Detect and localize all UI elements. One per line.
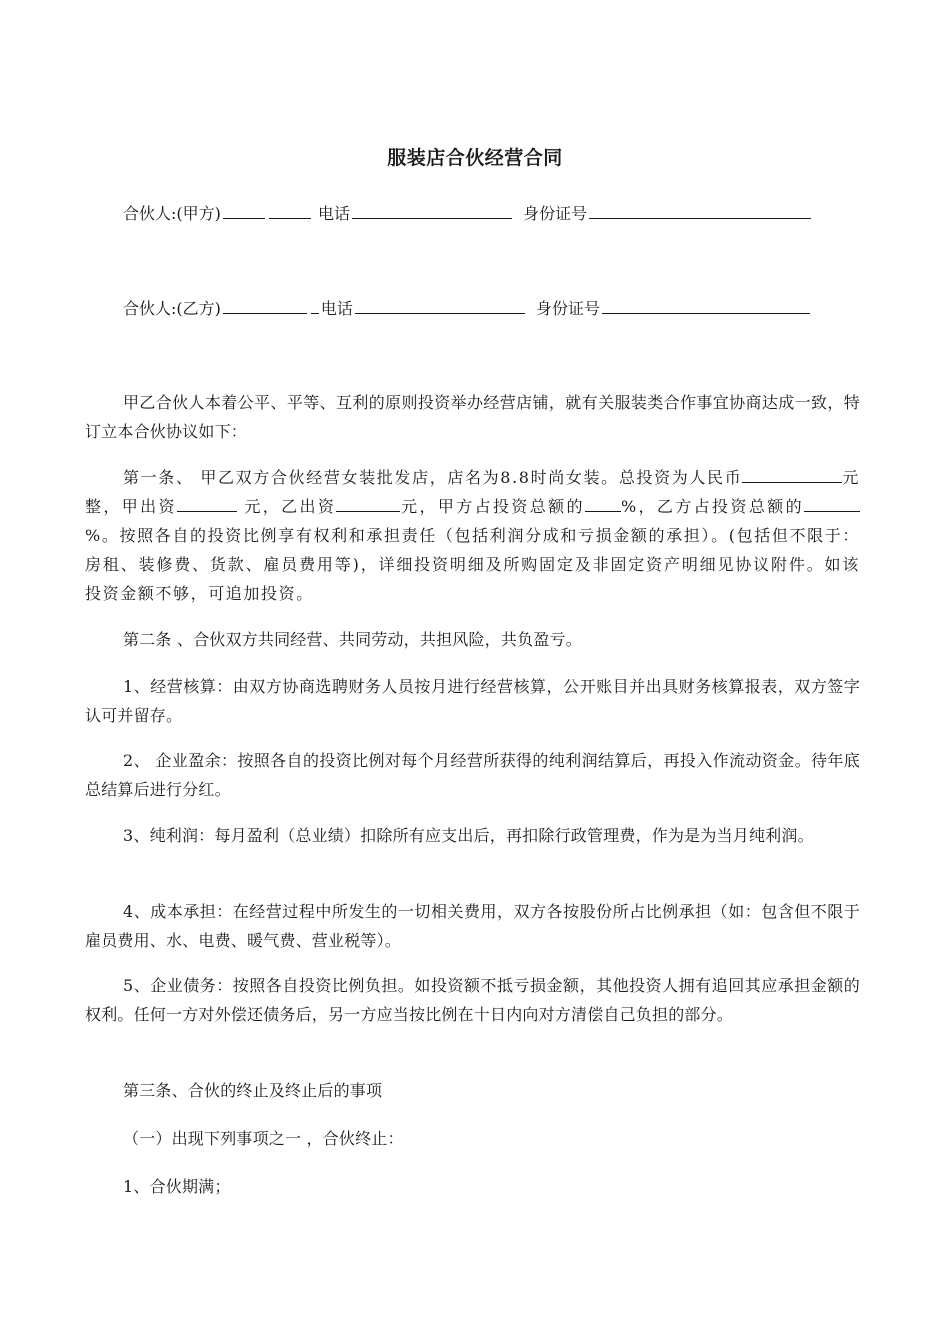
party-b-investment-blank[interactable] bbox=[336, 495, 400, 512]
article-1-part-6: %。按照各自的投资比例享有权利和承担责任（包括利润分成和亏损金额的承担）。(包括但不限于：房租、装修费、货款、雇员费用等)，详细投资明细及所购固定及非固定资产明细见协议附件。如该投资金额不够，可追加投资。 bbox=[85, 526, 860, 603]
article-1-paragraph bbox=[85, 463, 860, 608]
party-a-id-blank[interactable] bbox=[589, 200, 811, 219]
party-b-line bbox=[123, 295, 863, 323]
party-b-name-blank[interactable] bbox=[223, 295, 307, 314]
party-b-id-blank[interactable] bbox=[602, 295, 810, 314]
article-1-part-3: 元，乙出资 bbox=[236, 497, 337, 516]
party-a-investment-blank[interactable] bbox=[177, 495, 237, 512]
party-b-id-label: 身份证号 bbox=[536, 299, 601, 318]
document-title: 服装店合伙经营合同 bbox=[387, 147, 563, 169]
party-b-phone-label: 电话 bbox=[320, 299, 353, 318]
article-2-item-4: 4、成本承担：在经营过程中所发生的一切相关费用，双方各按股份所占比例承担（如：包含但不限于雇员费用、水、电费、暖气费、营业税等）。 bbox=[85, 902, 860, 950]
article-3-heading: 第三条、合伙的终止及终止后的事项 bbox=[123, 1081, 383, 1100]
party-a-line bbox=[123, 200, 863, 228]
article-2-item-1: 1、经营核算：由双方协商选聘财务人员按月进行经营核算，公开账目并出具财务核算报表，双方签字认可并留存。 bbox=[85, 677, 860, 725]
party-a-phone-blank[interactable] bbox=[352, 200, 512, 219]
article-3-sub-1: （一）出现下列事项之一 ，合伙终止： bbox=[123, 1129, 404, 1148]
party-a-label: 合伙人:(甲方) bbox=[123, 204, 221, 223]
total-investment-blank[interactable] bbox=[742, 466, 842, 483]
party-b-percent-blank[interactable] bbox=[804, 495, 860, 512]
article-1-part-4: 元，甲方占投资总额的 bbox=[400, 497, 585, 516]
party-a-percent-blank[interactable] bbox=[585, 495, 621, 512]
article-3-sub-1-item-1: 1、合伙期满； bbox=[123, 1177, 231, 1196]
party-a-id-label: 身份证号 bbox=[523, 204, 588, 223]
article-1-part-2: 元整，甲出资 bbox=[85, 468, 860, 516]
party-a-name-blank[interactable] bbox=[223, 200, 265, 219]
intro-paragraph: 甲乙合伙人本着公平、平等、互利的原则投资举办经营店铺，就有关服装类合作事宜协商达成一致，特订立本合伙协议如下： bbox=[85, 393, 860, 441]
party-a-phone-label: 电话 bbox=[317, 204, 350, 223]
article-2-item-3: 3、纯利润：每月盈利（总业绩）扣除所有应支出后，再扣除行政管理费，作为是为当月纯利润。 bbox=[123, 826, 814, 845]
article-1-part-1: 第一条、 甲乙双方合伙经营女装批发店，店名为8.8时尚女装。总投资为人民币 bbox=[123, 468, 743, 487]
party-a-name-blank-2[interactable] bbox=[269, 200, 311, 219]
article-2-item-5: 5、企业债务：按照各自投资比例负担。如投资额不抵亏损金额，其他投资人拥有追回其应承担金额的权利。任何一方对外偿还债务后，另一方应当按比例在十日内向对方清偿自己负担的部分。 bbox=[85, 976, 860, 1024]
article-2-paragraph: 第二条 、合伙双方共同经营、共同劳动，共担风险，共负盈亏。 bbox=[123, 630, 582, 649]
party-b-phone-blank[interactable] bbox=[355, 295, 525, 314]
party-b-name-blank-2[interactable] bbox=[311, 295, 319, 314]
article-1-part-5: %，乙方占投资总额的 bbox=[620, 497, 804, 516]
article-2-item-2: 2、 企业盈余：按照各自的投资比例对每个月经营所获得的纯利润结算后，再投入作流动资金。待年底总结算后进行分红。 bbox=[85, 751, 860, 799]
party-b-label: 合伙人:(乙方) bbox=[123, 299, 221, 318]
